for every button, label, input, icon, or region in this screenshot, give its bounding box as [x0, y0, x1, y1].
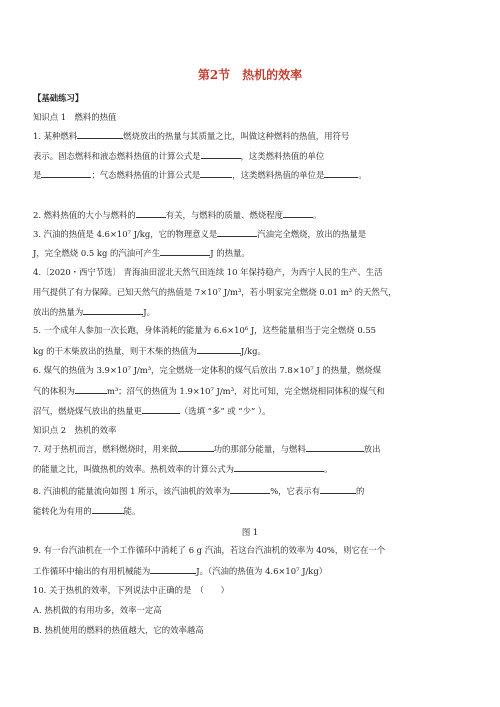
question-10-stem: 10. 关于热机的效率，下列说法中正确的是 （ ） [33, 585, 230, 595]
question-5-line-2: kg 的干木柴放出的热量，则干木柴的热值为 J/kg。 [33, 346, 266, 356]
answer-blank[interactable] [178, 442, 214, 452]
answer-blank[interactable] [150, 564, 196, 574]
answer-blank[interactable] [41, 168, 91, 178]
question-1-line-2: 表示。固态燃料和液态燃料热值的计算公式是 ，这类燃料热值的单位 [33, 151, 325, 161]
question-10-option-b[interactable]: B. 热机使用的燃料的热值越大，它的效率越高 [33, 625, 204, 635]
answer-blank[interactable] [230, 484, 270, 494]
question-7-line-2: 的能量之比，叫做热机的效率。热机效率的计算公式为 。 [33, 464, 333, 474]
question-5-line-1: 5. 一个成年人参加一次长跑，身体消耗的能量为 6.6×10⁶ J，这些能量相当于完全燃烧 0.55 [33, 325, 376, 335]
answer-blank[interactable] [283, 208, 313, 218]
question-3-line-1: 3. 汽油的热值是 4.6×10⁷ J/kg，它的物理意义是 汽油完全燃烧，放出的热量是 [33, 229, 367, 239]
answer-blank[interactable] [217, 227, 257, 237]
question-2: 2. 燃料热值的大小与燃料的 有关，与燃料的质量、燃烧程度 。 [33, 210, 322, 220]
question-10-option-a[interactable]: A. 热机做的有用功多，效率一定高 [33, 605, 162, 615]
answer-blank[interactable] [320, 484, 356, 494]
answer-blank[interactable] [83, 305, 143, 315]
question-6-line-1: 6. 煤气的热值为 3.9×10⁷ J/m³，完全燃烧一定体积的煤气后放出 7.8×10⁷ J 的热量，燃烧煤 [33, 365, 381, 375]
page-title: 第2节 热机的效率 [197, 68, 303, 82]
answer-blank[interactable] [77, 129, 123, 139]
answer-blank[interactable] [197, 344, 241, 354]
answer-blank[interactable] [200, 168, 232, 178]
question-1-line-1: 1. 某种燃料 燃烧放出的热量与其质量之比，叫做这种燃料的热值，用符号 [33, 131, 350, 141]
answer-blank[interactable] [201, 149, 241, 159]
answer-blank[interactable] [75, 384, 107, 394]
question-7-line-1: 7. 对于热机而言，燃料燃烧时，用来做 功的那部分能量，与燃料 放出 [33, 444, 381, 454]
question-9-line-2: 工作循环中输出的有用机械能为 J。（汽油的热值为 4.6×10⁷ J/kg） [33, 566, 328, 576]
answer-blank[interactable] [160, 246, 210, 256]
knowledge-point-2: 知识点 2 热机的效率 [33, 425, 117, 435]
question-4-line-1: 4.〔2020・西宁节选〕 青海油田涩北天然气田连续 10 年保持稳产，为西宁人民的生产、生活 [33, 267, 383, 277]
question-4-line-2: 用气提供了有力保障。已知天然气的热值是 7×10⁷ J/m³，若小明家完全燃烧 0.01 m³ 的天然气， [33, 287, 397, 297]
question-9-line-1: 9. 有一台汽油机在一个工作循环中消耗了 6 g 汽油，若这台汽油机的效率为 40%，则它在一个 [33, 545, 386, 555]
answer-blank[interactable] [142, 404, 180, 414]
section-heading: 【基础练习】 [33, 93, 84, 103]
question-1-line-3: 是 ；气态燃料热值的计算公式是 ，这类燃料热值的单位是 。 [33, 170, 367, 180]
answer-blank[interactable] [136, 208, 166, 218]
question-8-line-1: 8. 汽油机的能量流向如图 1 所示，该汽油机的效率为 %，它表示有 的 [33, 486, 365, 496]
answer-blank[interactable] [306, 442, 364, 452]
question-3-line-2: J，完全燃烧 0.5 kg 的汽油可产生 J 的热量。 [33, 248, 250, 258]
answer-blank[interactable] [324, 168, 358, 178]
question-6-line-2: 气的体积为 m³；沼气的热值为 1.9×10⁷ J/m³，对比可知，完全燃烧相同体积的煤气和 [33, 386, 385, 396]
figure-caption: 图 1 [241, 527, 259, 537]
question-6-line-3: 沼气，燃烧煤气放出的热量更 （选填 “多” 或 “少” ）。 [33, 406, 271, 416]
answer-blank[interactable] [234, 462, 324, 472]
knowledge-point-1: 知识点 1 燃料的热值 [33, 112, 117, 122]
question-8-line-2: 能转化为有用的 能。 [33, 506, 141, 516]
question-4-line-3: 放出的热量为 J。 [33, 307, 155, 317]
answer-blank[interactable] [92, 504, 124, 514]
